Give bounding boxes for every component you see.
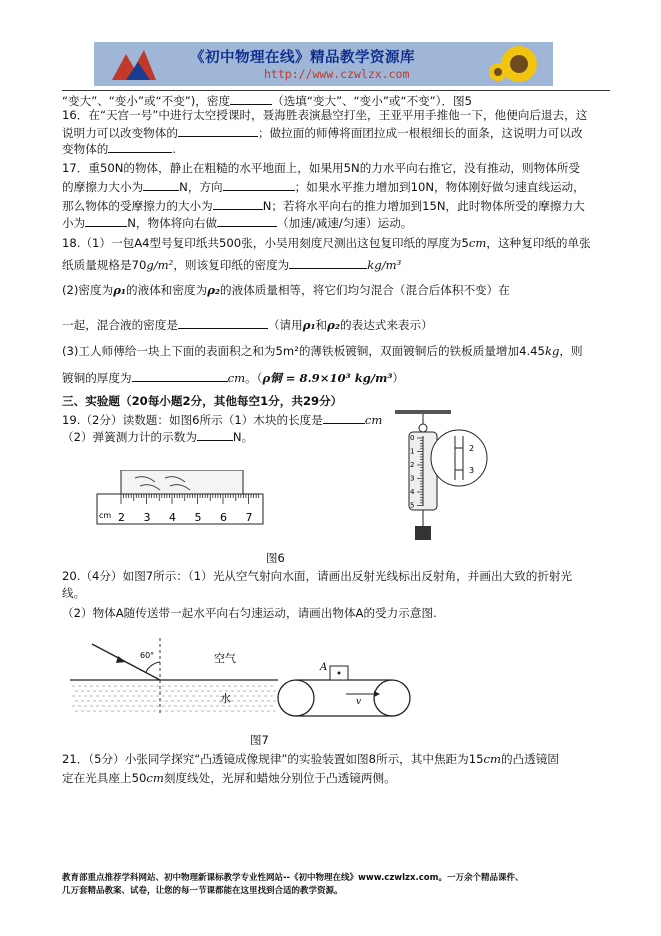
header-divider [62,90,610,91]
header-banner [94,42,553,86]
hanging-weight [415,526,431,540]
text-line: 小为 N，物体将向右做 （加速/减速/匀速）运动。 [62,216,413,230]
text-line: 17．重50N的物体，静止在粗糙的水平地面上，如果用5N的力水平向右推它，没有推动，则物体所受 [62,161,580,175]
scale-tick-label: 3 [410,474,415,483]
scale-tick-label: 0 [410,434,415,442]
svg-text:3: 3 [469,466,475,475]
svg-text:2: 2 [469,444,475,453]
ruler-tick-label: 4 [169,511,176,524]
answer-blank[interactable] [217,214,277,227]
magnifier-circle [431,430,487,486]
text-line: （2）弹簧测力计的示数为 N。 [62,430,254,444]
velocity-arrow-icon [374,691,380,697]
banner-url[interactable]: http://www.czwlzx.com [264,67,410,81]
footer-line: 教育部重点推荐学科网站、初中物理新课标教学专业性网站--《初中物理在线》www.czwlzx.com。一万余个精品课件、 [62,873,524,883]
text-line: 19.（2分）读数题：如图6所示（1）木块的长度是 cm [62,413,383,427]
svg-text:v: v [356,697,362,707]
answer-blank[interactable] [197,428,233,441]
answer-blank[interactable] [323,411,365,424]
text-line: 线。 [62,586,86,600]
svg-text:A: A [320,662,328,673]
text-line: 16．在“天宫一号”中进行太空授课时，聂海胜表演悬空打坐，王亚平用手推他一下，他便向后退去，这 [62,108,588,122]
text-line: 纸质量规格是70g/m²，则该复印纸的密度为 kg/m³ [62,258,402,272]
answer-blank[interactable] [223,178,295,191]
text-line: 20.（4分）如图7所示：（1）光从空气射向水面，请画出反射光线标出反射角，并画出大致的折射光 [62,569,573,583]
section-heading: 三、实验题（20每小题2分，其他每空1分，共29分） [62,394,343,408]
answer-blank[interactable] [178,124,258,137]
figure-caption: 图6 [266,551,285,565]
svg-text:水: 水 [220,692,231,705]
text-line: 说明力可以改变物体的 ；做拉面的师傅将面团拉成一根根细长的面条，这说明力可以改 [62,126,583,140]
text-line: 的摩擦力大小为 N，方向 ；如果水平推力增加到10N，物体刚好做匀速直线运动， [62,180,585,194]
refraction-figure [70,636,280,718]
answer-blank[interactable] [143,178,179,191]
text-line: 21．（5分）小张同学探究“凸透镜成像规律”的实验装置如图8所示，其中焦距为15cm的凸透镜固 [62,752,559,766]
answer-blank[interactable] [213,197,263,210]
text-line: 18.（1）一包A4型号复印纸共500张，小吴用刻度尺测出这包复印纸的厚度为5cm，这种复印纸的单张 [62,236,591,250]
scale-tick-label: 4 [410,488,415,496]
text-line: (3)工人师傅给一块上下面的表面积之和为5m²的薄铁板镀铜，双面镀铜后的铁板质量增加4.45kg，则 [62,344,583,358]
text-line: “变大”、“变小”或“不变”)，密度 （选填“变大”、“变小”或“不变”）．图5 [62,94,473,108]
answer-blank[interactable] [108,140,172,153]
figure-caption: 图7 [250,733,269,747]
answer-blank[interactable] [85,214,127,227]
scale-tick-label: 2 [410,461,415,469]
answer-blank[interactable] [178,316,268,329]
ruler-tick-label: 2 [118,511,125,524]
spring-scale-figure [395,408,495,548]
scale-tick-label: 5 [410,501,415,510]
ruler-tick-label: 6 [220,511,227,524]
svg-text:60°: 60° [140,651,155,660]
answer-blank[interactable] [132,369,228,382]
text-line: 镀铜的厚度为 cm。（ρ铜 = 8.9×10³ kg/m³） [62,371,405,385]
ruler-unit-label: cm [99,511,112,520]
conveyor-figure [276,656,416,726]
ruler-figure [95,470,265,532]
wooden-block [121,470,243,494]
logo-icon [104,46,174,84]
text-line: 一起，混合液的密度是 （请用ρ₁和ρ₂的表达式来表示） [62,318,433,332]
text-line: 变物体的 . [62,142,177,156]
ruler-tick-label: 3 [143,511,151,524]
ruler-tick-label: 7 [245,511,253,524]
text-line: 定在光具座上50cm刻度线处，光屏和蜡烛分别位于凸透镜两侧。 [62,771,396,785]
answer-blank[interactable] [230,92,272,105]
text-line: (2)密度为ρ₁的液体和密度为ρ₂的液体质量相等，将它们均匀混合（混合后体积不变）在 [62,283,510,297]
scale-tick-label: 1 [410,447,415,456]
footer-line: 几万套精品教案、试卷，让您的每一节课都能在这里找到合适的教学资源。 [62,886,343,896]
footer [62,872,622,898]
answer-blank[interactable] [289,256,367,269]
text-line: 那么物体的受摩擦力的大小为 N；若将水平向右的推力增加到15N，此时物体所受的摩擦力大 [62,199,585,213]
sunflower-icon [484,42,553,86]
ruler-tick-label: 5 [194,511,202,524]
banner-title: 《初中物理在线》精品教学资源库 [190,49,415,66]
svg-text:空气: 空气 [214,652,236,665]
text-line: （2）物体A随传送带一起水平向右匀速运动，请画出物体A的受力示意图. [62,606,437,620]
